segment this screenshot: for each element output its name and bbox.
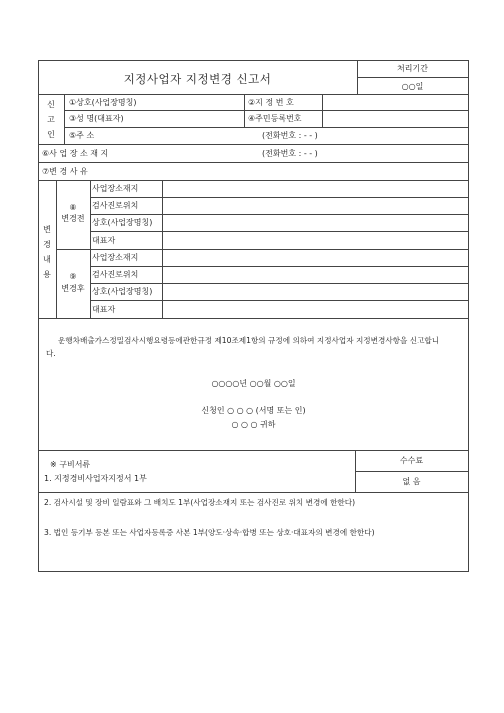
business-location-phone: (전화번호 : - - ) (262, 149, 318, 158)
before-change-number: ⑧ (69, 203, 77, 212)
declaration-statement: 운행차배출가스정밀검사시행요령등에관한규정 제10조제1항의 규정에 의하여 지정사업자 지정변경사항을 신고합니다. (46, 336, 440, 358)
fee-value: 없 음 (402, 477, 421, 486)
before-row-label: 검사진로위치 (92, 201, 139, 210)
before-row-label: 상호(사업장명칭) (92, 218, 153, 227)
before-row-label: 사업장소재지 (92, 184, 139, 193)
change-reason-field[interactable] (200, 163, 468, 180)
change-reason-label: ⑦변 경 사 유 (42, 167, 88, 176)
after-value-field[interactable] (163, 301, 468, 318)
business-name-label: ①상호(사업장명칭) (69, 98, 137, 107)
after-row-label: 검사진로위치 (92, 270, 139, 279)
before-value-field[interactable] (163, 198, 468, 214)
business-location-label: ⑥사 업 장 소 재 지 (42, 149, 109, 158)
representative-name-field[interactable] (152, 111, 243, 127)
processing-period-value: ○○일 (401, 82, 424, 91)
after-row-label: 대표자 (92, 305, 116, 314)
after-change-number: ⑨ (69, 272, 77, 281)
before-row-label: 대표자 (92, 236, 116, 245)
designation-number-field[interactable] (323, 95, 468, 110)
fee-label: 수수료 (399, 456, 424, 465)
before-change-label: 변경전 (61, 214, 85, 223)
designation-number-label: ②지 정 번 호 (248, 98, 294, 107)
required-document-item: 1. 지정경비사업자지정서 1부 (44, 474, 147, 483)
after-value-field[interactable] (163, 267, 468, 283)
required-document-item: 3. 법인 등기부 등본 또는 사업자등록증 사본 1부(양도·상속·합병 또는 상호·대표자의 변경에 한한다) (44, 528, 375, 537)
address-phone: (전화번호 : - - ) (262, 131, 318, 140)
after-row-label: 사업장소재지 (92, 253, 139, 262)
resident-number-label: ④주민등록번호 (248, 114, 302, 123)
before-value-field[interactable] (163, 181, 468, 197)
application-date: ○○○○년 ○○월 ○○일 (211, 379, 296, 388)
representative-name-label: ③성 명(대표자) (69, 114, 124, 123)
resident-number-field[interactable] (323, 111, 468, 127)
business-name-field[interactable] (152, 95, 243, 110)
after-change-label: 변경후 (61, 284, 85, 293)
address-label: ⑤주 소 (69, 131, 95, 140)
applicant-signature-line: 신청인 ○ ○ ○ (서명 또는 인) (201, 406, 306, 415)
after-value-field[interactable] (163, 250, 468, 266)
after-value-field[interactable] (163, 284, 468, 300)
before-value-field[interactable] (163, 232, 468, 249)
before-value-field[interactable] (163, 215, 468, 231)
required-documents-heading: ※ 구비서류 (50, 460, 91, 469)
recipient-line: ○ ○ ○ 귀하 (231, 420, 276, 429)
required-document-item: 2. 검사시설 및 장비 일람표와 그 배치도 1부(사업장소재지 또는 검사진로 위치 변경에 한한다) (44, 498, 356, 507)
form-title: 지정사업자 지정변경 신고서 (123, 72, 272, 86)
processing-period-label: 처리기간 (397, 64, 428, 73)
after-row-label: 상호(사업장명칭) (92, 287, 153, 296)
